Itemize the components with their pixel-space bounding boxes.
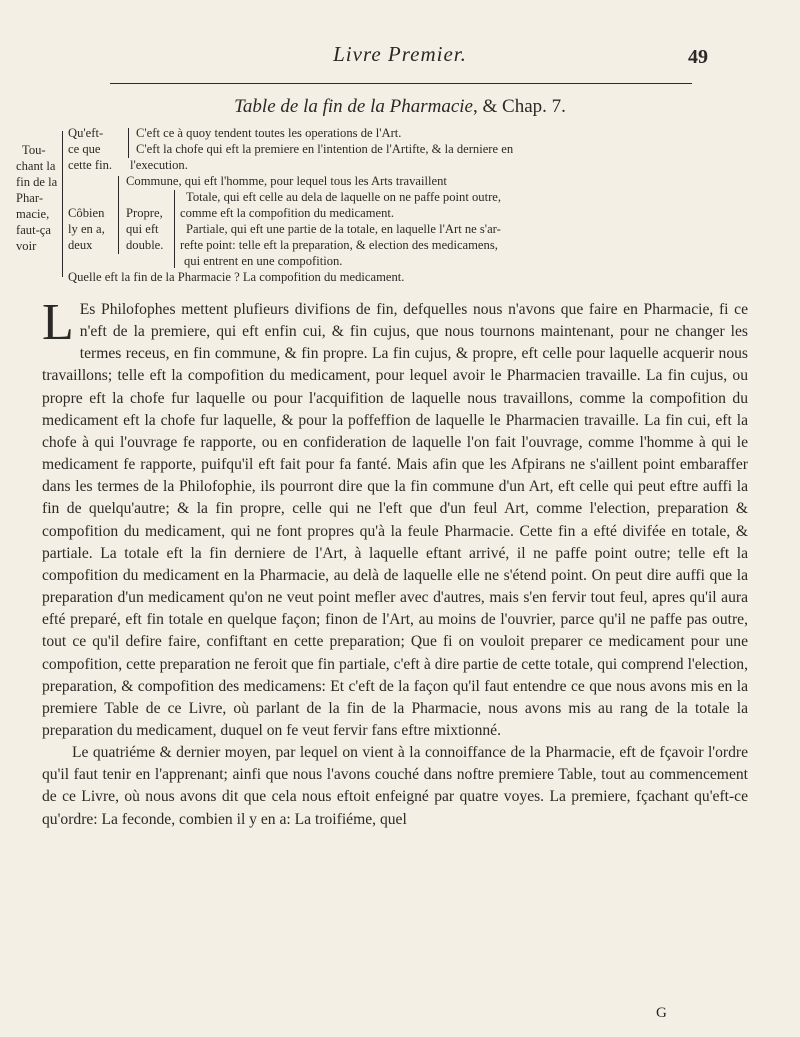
brace-q1 (128, 128, 129, 158)
toc-left-5: macie, (16, 207, 50, 221)
toc-q1-label2: ce que (68, 142, 101, 156)
toc-q1-b: C'eft la chofe qui eft la premiere en l'intention de l'Artifte, & la derniere en (136, 142, 514, 156)
signature-mark: G (656, 1005, 667, 1021)
paragraph-1-text: Es Philofophes mettent plufieurs divifions de fin, defquelles nous n'avons que faire en Pharmacie, fi ce n'eft de la premiere, qui eft enfin cui, & fin cujus, que nous tournons maintenant, pour ne changer les termes receus, en fin commune, & fin propre. La fin cujus, & propre, eft celle pour laquelle acquerir nous travaillons; telle eft la compofition du medicament, pour lequel avoir le Pharmacien travaille. La fin cujus, ou propre eft la chofe fur laquelle ou pour l'acquifition de laquelle nous travaillons, comme la compofition du medicament eft la chofe fur laquelle, & pour la poffeffion de laquelle le Pharmacien travaille. La fin cui, eft la chofe à qui l'ouvrage fe rapporte, ou en confideration de laquelle l'on fait l'ouvrage, comme l'homme à qui le medicament fe rapporte, puifqu'il eft fait pour fa fanté. Mais afin que les Afpirans ne s'aillent point embaraffer dans les termes de la Philofophie, ils pourront dire que la fin commune d'un Art, eft celle qui peut eftre auffi la fin de quelqu'autre; & la fin propre, celle qui ne l'eft que d'un feul Art, comme l'election, preparation & compofition du medicament, qui ne font propres qu'à la feule Pharmacie. Cette fin a efté divifée en totale, & partiale. La totale eft la fin derniere de l'Art, à laquelle eftant arrivé, il ne paffe point outre; telle eft la compofition du medicament en la Pharmacie, au delà de laquelle elle ne s'étend point. On peut dire auffi que la preparation d'un medicament qu'on ne veut point mefler avec d'autres, mais s'en fervir tout feul, apres qu'il aura efté preparé, eft fin totale en quelque façon; finon de l'Art, au moins de l'ouvrier, parce qu'il ne paffe pas outre, tout ce qu'il defire faire, confiftant en cette preparation; Que fi on vouloit preparer ce medicament pour une compofition, cette preparation ne feroit que fin partiale, c'eft à dire partie de cette totale, qui comprend l'election, preparation, & compofition des medicamens: Et c'eft de la façon qu'il faut entendre ce que nous avons mis en la premiere Table de ce Livre, où parlant de la fin de la Pharmacie, nous avons mis au rang de la totale la preparation du medicament, duquel on fe veut fervir fans eftre mixtionné. (42, 301, 748, 739)
toc-combien-3: deux (68, 238, 93, 252)
toc-left-4: Phar- (16, 191, 44, 205)
paragraph-1 (42, 294, 748, 742)
toc-quelle: Quelle eft la fin de la Pharmacie ? La compofition du medicament. (68, 270, 405, 284)
brace-main (62, 131, 63, 277)
toc-partiale-3: qui entrent en une compofition. (184, 254, 343, 268)
toc-double: double. (126, 238, 164, 252)
toc-left-1: Tou- (22, 143, 46, 157)
toc-q1-c: l'execution. (130, 158, 188, 172)
toc-totale-2: comme eft la compofition du medicament. (180, 206, 395, 220)
table-title-italic: Table de la fin de la Pharmacie (234, 96, 473, 117)
synoptic-table (0, 0, 800, 290)
toc-left-2: chant la (16, 159, 56, 173)
toc-left-7: voir (16, 239, 37, 253)
toc-left-6: faut-ça (16, 223, 51, 237)
toc-partiale-2: refte point: telle eft la preparation, & election des medicamens, (180, 238, 498, 252)
toc-propre: Propre, (126, 206, 163, 220)
body-text (42, 294, 748, 831)
brace-propre (174, 190, 175, 268)
brace-combien (118, 176, 119, 254)
toc-commune: Commune, qui eft l'homme, pour lequel tous les Arts travaillent (126, 174, 447, 188)
paragraph-2: Le quatriéme & dernier moyen, par lequel on vient à la connoiffance de la Pharmacie, eft de fçavoir l'ordre qu'il faut tenir en l'apprenant; ainfi que nous l'avons couché dans noftre premiere Table, tout au commencement de ce Livre, où nous avons dit que cela nous eftoit enfeigné par quatre voyes. La premiere, fçachant qu'eft-ce qu'ordre: La feconde, combien il y en a: La troifiéme, quel (42, 744, 748, 828)
table-title-rest: , & Chap. 7. (473, 96, 566, 117)
running-head: Livre Premier. (333, 42, 467, 66)
toc-q1-label3: cette fin. (68, 158, 113, 172)
toc-q1-label: Qu'eft- (68, 126, 104, 140)
toc-q1-a: C'eft ce à quoy tendent toutes les operations de l'Art. (136, 126, 402, 140)
toc-totale: Totale, qui eft celle au dela de laquelle on ne paffe point outre, (186, 190, 501, 204)
toc-partiale: Partiale, qui eft une partie de la totale, en laquelle l'Art ne s'ar- (186, 222, 501, 236)
toc-qui-eft: qui eft (126, 222, 159, 236)
toc-combien-1: Côbien (68, 206, 105, 220)
toc-left-3: fin de la (16, 175, 58, 189)
page-number: 49 (688, 46, 708, 68)
drop-cap: L (42, 294, 74, 351)
toc-combien-2: ly en a, (68, 222, 105, 236)
